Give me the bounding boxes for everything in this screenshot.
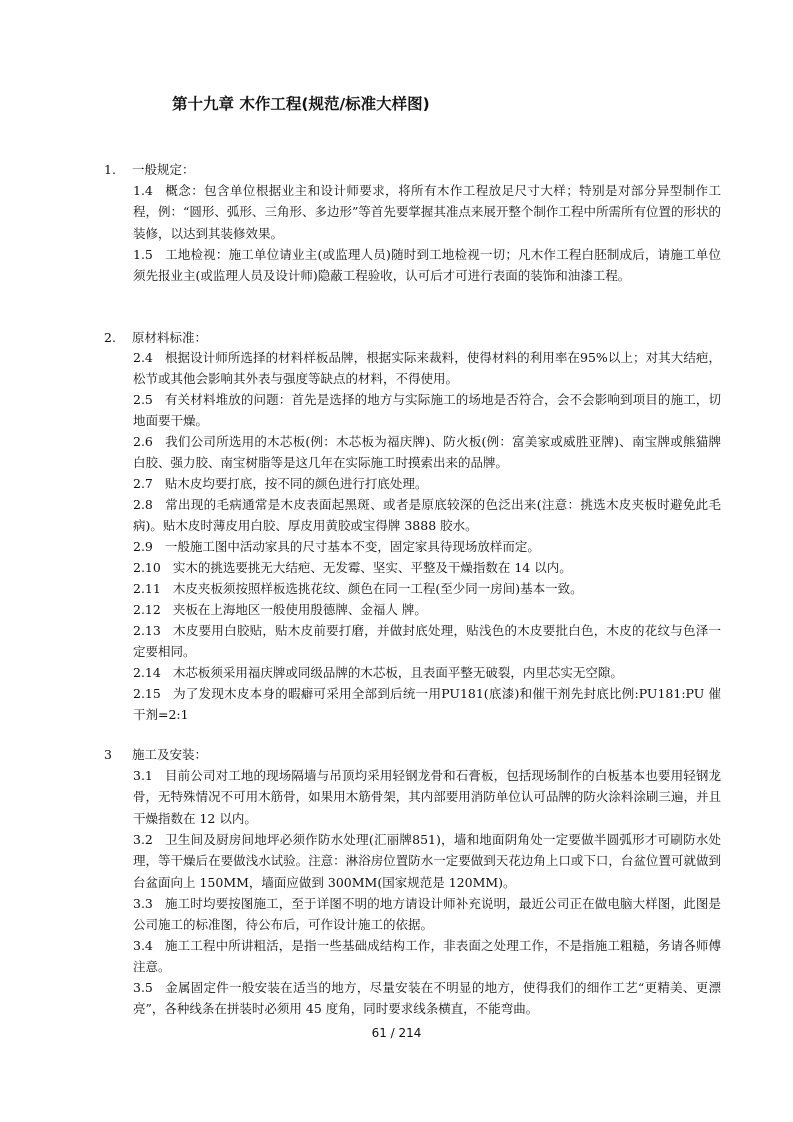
- clause-code: 3.3: [133, 896, 153, 911]
- section-title: 施工及安装：: [132, 747, 208, 762]
- clause-text: 我们公司所选用的木芯板(例：木芯板为福庆牌)、防火板(例：富美家或威胜亚牌)、南宝牌或熊猫牌白胶、强力胶、南宝树脂等是这几年在实际施工时摸索出来的品牌。: [133, 434, 721, 471]
- clause-3-4: [133, 935, 721, 978]
- clause-2-10: [133, 557, 721, 578]
- section-heading-3: [104, 745, 207, 765]
- clause-2-6: [133, 431, 721, 474]
- section-title: 一般规定：: [132, 162, 195, 177]
- clause-2-15: [133, 683, 721, 726]
- clause-2-13: [133, 620, 721, 663]
- clause-text: 施工工程中所讲粗活，是指一些基础成结构工作，非表面之处理工作，不是指施工粗糙，务请各师傅注意。: [133, 938, 721, 975]
- section-number: 3: [104, 747, 112, 762]
- clause-text: 根据设计师所选择的材料样板品牌，根据实际来裁料，使得材料的利用率在95%以上；对其大结疤，松节或其他会影响其外表与强度等缺点的材料，不得使用。: [133, 350, 721, 387]
- clause-code: 2.14: [133, 665, 161, 680]
- clause-code: 3.1: [133, 768, 153, 783]
- clause-3-1: [133, 765, 721, 829]
- page-number: 61 / 214: [371, 1026, 422, 1040]
- clause-text: 木芯板须采用福庆牌或同级品牌的木芯板，且表面平整无破裂，内里芯实无空隙。: [172, 665, 623, 680]
- clause-2-9: [133, 536, 721, 557]
- clause-2-12: [133, 599, 721, 620]
- clause-code: 2.13: [133, 623, 161, 638]
- clause-code: 2.12: [133, 602, 161, 617]
- clause-code: 1.5: [133, 247, 153, 262]
- clause-text: 工地检视：施工单位请业主(或监理人员)随时到工地检视一切；凡木作工程白胚制成后，请施工单位须先报业主(或监理人员及设计师)隐蔽工程验收，认可后才可进行表面的装饰和油漆工程。: [133, 247, 721, 284]
- clause-2-8: [133, 494, 721, 537]
- chapter-title: 第十九章 木作工程(规范/标准大样图): [172, 95, 430, 113]
- clause-text: 为了发现木皮本身的暇癖可采用全部到后统一用PU181(底漆)和催干剂先封底比例:PU181:PU 催干剂=2:1: [133, 686, 721, 723]
- clause-code: 1.4: [133, 183, 153, 198]
- clause-code: 2.8: [133, 497, 153, 512]
- clause-text: 概念：包含单位根据业主和设计师要求，将所有木作工程放足尺寸大样；特别是对部分异型制作工程，例：“圆形、弧形、三角形、多边形”等首先要掌握其准点来展开整个制作工程中所需所有位置的形状的装修，以达到其装修效果。: [133, 183, 721, 241]
- clause-2-4: [133, 347, 721, 390]
- clause-3-5: [133, 977, 721, 1020]
- clause-text: 金属固定件一般安装在适当的地方，尽量安装在不明显的地方，使得我们的细作工艺“更精美、更漂亮”，各种线条在拼装时必须用 45 度角，同时要求线条横直，不能弯曲。: [133, 980, 721, 1017]
- clause-text: 常出现的毛病通常是木皮表面起黑斑、或者是原底较深的色泛出来(注意：挑选木皮夹板时避免此毛病)。贴木皮时薄皮用白胶、厚皮用黄胶或宝得牌 3888 胶水。: [133, 497, 721, 534]
- clause-text: 有关材料堆放的问题：首先是选择的地方与实际施工的场地是否符合，会不会影响到项目的施工，切地面要干燥。: [133, 392, 721, 429]
- clause-text: 木皮夹板须按照样板选挑花纹、颜色在同一工程(至少同一房间)基本一致。: [172, 581, 583, 596]
- clause-code: 3.5: [133, 980, 153, 995]
- clause-code: 2.9: [133, 539, 153, 554]
- clause-code: 2.7: [133, 476, 153, 491]
- clause-code: 2.11: [133, 581, 161, 596]
- clause-1-5: [133, 244, 721, 287]
- clause-code: 2.5: [133, 392, 153, 407]
- clause-code: 2.15: [133, 686, 161, 701]
- clause-2-11: [133, 578, 721, 599]
- clause-text: 木皮要用白胶贴，贴木皮前要打磨，并做封底处理，贴浅色的木皮要批白色，木皮的花纹与色泽一定要相同。: [133, 623, 721, 660]
- clause-2-5: [133, 389, 721, 432]
- clause-code: 2.6: [133, 434, 153, 449]
- section-title: 原材料标准：: [132, 330, 208, 345]
- section-heading-2: [104, 328, 207, 348]
- clause-text: 贴木皮均要打底，按不同的颜色进行打底处理。: [164, 476, 428, 491]
- clause-text: 一般施工图中活动家具的尺寸基本不变，固定家具待现场放样而定。: [164, 539, 540, 554]
- section-number: 1.: [104, 162, 116, 177]
- clause-2-7: [133, 473, 721, 494]
- clause-text: 目前公司对工地的现场隔墙与吊顶均采用轻钢龙骨和石膏板，包括现场制作的白板基本也要用轻钢龙骨，无特殊情况不可用木筋骨，如果用木筋骨架，其内部要用消防单位认可品牌的防火涂料涂刷三遍，并且干燥指数在 12 以内。: [133, 768, 721, 826]
- clause-code: 3.2: [133, 832, 153, 847]
- section-heading-1: [104, 160, 195, 180]
- clause-text: 夹板在上海地区一般使用殷德牌、金福人 牌。: [172, 602, 427, 617]
- clause-code: 2.10: [133, 560, 161, 575]
- clause-text: 施工时均要按图施工，至于详图不明的地方请设计师补充说明，最近公司正在做电脑大样图，此图是公司施工的标准图，待公布后，可作设计施工的依据。: [133, 896, 721, 933]
- clause-1-4: [133, 180, 721, 244]
- clause-2-14: [133, 662, 721, 683]
- clause-3-2: [133, 829, 721, 893]
- clause-text: 卫生间及厨房间地坪必须作防水处理(汇丽牌851)，墙和地面阴角处一定要做半圆弧形才可刷防水处理，等干燥后在要做浅水试验。注意：淋浴房位置防水一定要做到天花边角上口或下口，台盆位置可就做到台盆面向上 150MM，墙面应做到 300MM(国家规范是 120MM)。: [133, 832, 721, 890]
- clause-3-3: [133, 893, 721, 936]
- clause-code: 2.4: [133, 350, 153, 365]
- section-number: 2.: [104, 330, 116, 345]
- clause-code: 3.4: [133, 938, 153, 953]
- clause-text: 实木的挑选要挑无大结疤、无发霉、坚实、平整及干燥指数在 14 以内。: [172, 560, 572, 575]
